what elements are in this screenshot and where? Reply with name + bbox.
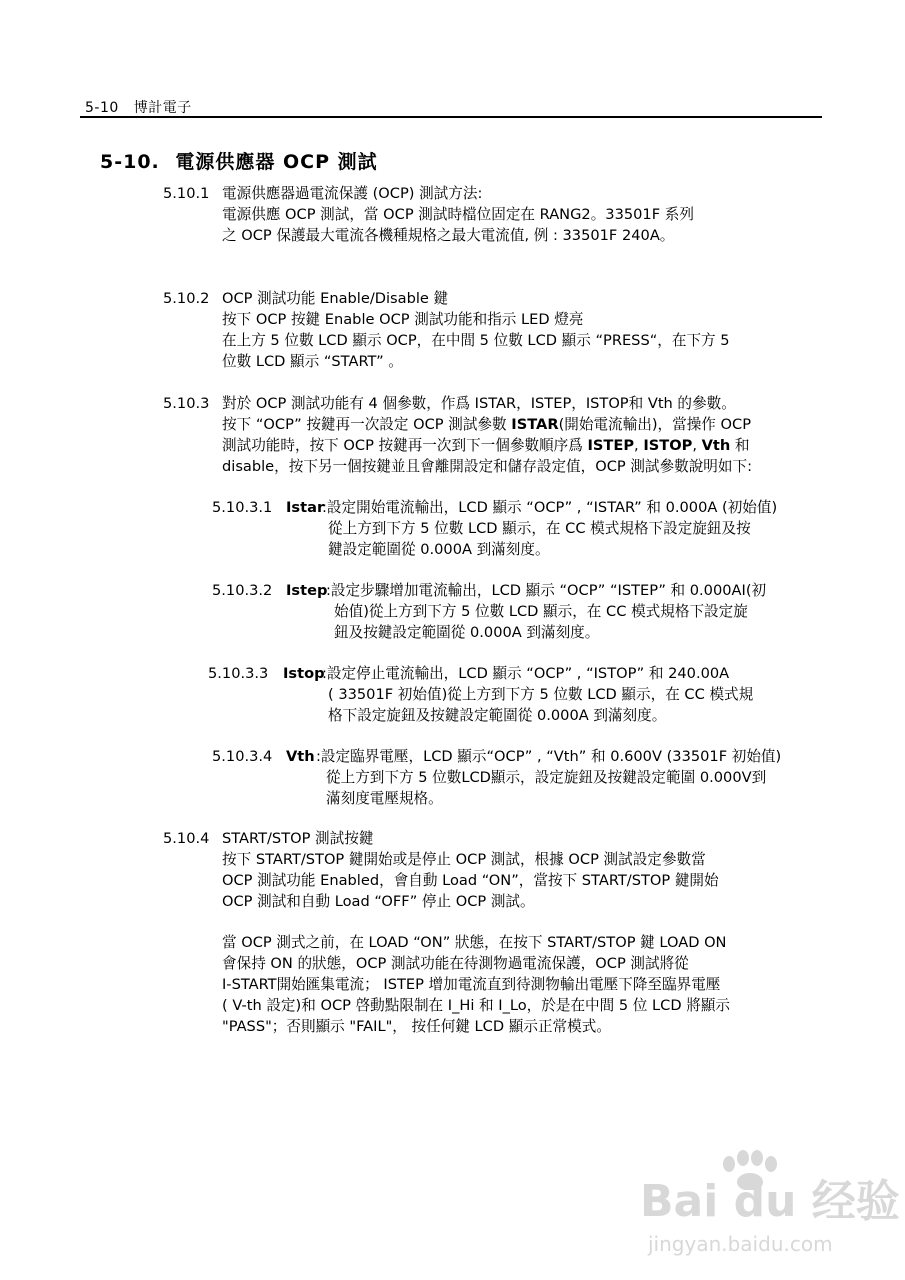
watermark [640, 1150, 900, 1270]
param-istep: ISTEP [587, 437, 635, 454]
subsection-5-10-2 [222, 288, 822, 372]
subsection-5-10-3 [222, 393, 827, 477]
text-line: 在上方 5 位數 LCD 顯示 OCP，在中間 5 位數 LCD 顯示 “PRESS“，在下方 5 [222, 332, 730, 349]
subsection-number: 5.10.1 [163, 185, 210, 202]
text-line: ( V-th 設定)和 OCP 啓動點限制在 I_Hi 和 I_Lo，於是在中間 5 位 LCD 將顯示 [222, 997, 731, 1014]
text-line: 滿刻度電壓規格。 [326, 790, 443, 807]
subsection-heading: 電源供應器過電流保護 (OCP) 測試方法: [222, 185, 483, 202]
company-name: 博計電子 [133, 100, 192, 116]
param-label: Istep [286, 582, 328, 599]
subsection-number: 5.10.2 [163, 290, 210, 307]
watermark-brand: Bai du 经验 [640, 1176, 900, 1227]
subsection-number: 5.10.3 [163, 395, 210, 412]
text-line: I-START開始匯集電流； ISTEP 增加電流直到待測物輸出電壓下降至臨界電壓 [222, 976, 721, 993]
text-line: 按下 OCP 按鍵 Enable OCP 測試功能和指示 LED 燈亮 [222, 311, 584, 328]
text-line: 按下 “OCP” 按鍵再一次設定 OCP 測試參數 ISTAR(開始電流輸出)，當操作 OCP [222, 416, 752, 433]
text-line: :設定步驟增加電流輸出，LCD 顯示 “OCP” “ISTEP” 和 0.000AI(初 [326, 582, 767, 599]
text-line: :設定臨界電壓，LCD 顯示“OCP” , “Vth” 和 0.600V (33501F 初始值) [316, 748, 782, 765]
section-number: 5-10. [100, 151, 160, 173]
header-rule [80, 116, 822, 118]
subsection-heading: START/STOP 測試按鍵 [222, 830, 374, 847]
item-number: 5.10.3.4 [212, 748, 273, 765]
item-number: 5.10.3.2 [212, 582, 273, 599]
text-line: 之 OCP 保護最大電流各機種規格之最大電流值, 例 : 33501F 240A。 [222, 227, 675, 244]
text-line: 位數 LCD 顯示 “START” 。 [222, 353, 403, 370]
running-header [85, 97, 192, 117]
text-line: 按下 START/STOP 鍵開始或是停止 OCP 測試，根據 OCP 測試設定參數當 [222, 851, 706, 868]
text-line: 測試功能時，按下 OCP 按鍵再一次到下一個參數順序爲 ISTEP, ISTOP, Vth 和 [222, 437, 750, 454]
item-5-10-3-2 [326, 580, 766, 643]
text-line: disable，按下另一個按鍵並且會離開設定和儲存設定值，OCP 測試參數說明如下: [222, 458, 753, 475]
param-label: Istop [283, 665, 325, 682]
text-line: 從上方到下方 5 位數 LCD 顯示，在 CC 模式規格下設定旋鈕及按 [328, 520, 751, 537]
param-vth: Vth [701, 437, 731, 454]
item-5-10-3-3 [322, 663, 753, 726]
text-line: 鈕及按鍵設定範圍從 0.000A 到滿刻度。 [334, 624, 600, 641]
text-line: OCP 測試功能 Enabled，會自動 Load “ON”，當按下 START/STOP 鍵開始 [222, 872, 719, 889]
text-line: 格下設定旋鈕及按鍵設定範圍從 0.000A 到滿刻度。 [328, 707, 667, 724]
subsection-5-10-4-para2 [222, 932, 812, 1037]
item-5-10-3-4 [316, 746, 781, 809]
param-istop: ISTOP [643, 437, 693, 454]
text-line: 始值)從上方到下方 5 位數 LCD 顯示，在 CC 模式規格下設定旋 [334, 603, 748, 620]
text-line: 會保持 ON 的狀態，OCP 測試功能在待測物過電流保護，OCP 測試將從 [222, 955, 689, 972]
text-line: 從上方到下方 5 位數LCD顯示，設定旋鈕及按鍵設定範圍 0.000V到 [326, 769, 767, 786]
param-label: Vth [286, 748, 315, 765]
param-istar: ISTAR [511, 416, 559, 433]
section-title [100, 147, 378, 174]
text-line: ( 33501F 初始值)從上方到下方 5 位數 LCD 顯示，在 CC 模式規 [328, 686, 754, 703]
subsection-5-10-4 [222, 828, 812, 912]
param-label: Istar [286, 499, 325, 516]
text-line: 鍵設定範圍從 0.000A 到滿刻度。 [328, 541, 550, 558]
item-number: 5.10.3.1 [212, 499, 273, 516]
text-line: :設定停止電流輸出，LCD 顯示 “OCP” , “ISTOP” 和 240.00A [322, 665, 730, 682]
item-5-10-3-1 [322, 497, 777, 560]
watermark-url: jingyan.baidu.com [648, 1232, 833, 1256]
subsection-5-10-1 [222, 183, 822, 246]
subsection-number: 5.10.4 [163, 830, 210, 847]
item-number: 5.10.3.3 [208, 665, 269, 682]
page-number: 5-10 [85, 100, 119, 116]
subsection-heading: OCP 測試功能 Enable/Disable 鍵 [222, 290, 449, 307]
text-line: 當 OCP 測式之前，在 LOAD “ON” 狀態，在按下 START/STOP 鍵 LOAD ON [222, 934, 727, 951]
text-line: "PASS"；否則顯示 "FAIL"， 按任何鍵 LCD 顯示正常模式。 [222, 1018, 611, 1035]
section-title-text: 電源供應器 OCP 測試 [175, 151, 378, 173]
text-line: :設定開始電流輸出，LCD 顯示 “OCP” , “ISTAR” 和 0.000A (初始值) [322, 499, 778, 516]
text-line: OCP 測試和自動 Load “OFF” 停止 OCP 測試。 [222, 893, 535, 910]
text-line: 電源供應 OCP 測試，當 OCP 測試時檔位固定在 RANG2。33501F 系列 [222, 206, 694, 223]
text-line: 對於 OCP 測試功能有 4 個參數，作爲 ISTAR，ISTEP，ISTOP和 Vth 的參數。 [222, 395, 736, 412]
